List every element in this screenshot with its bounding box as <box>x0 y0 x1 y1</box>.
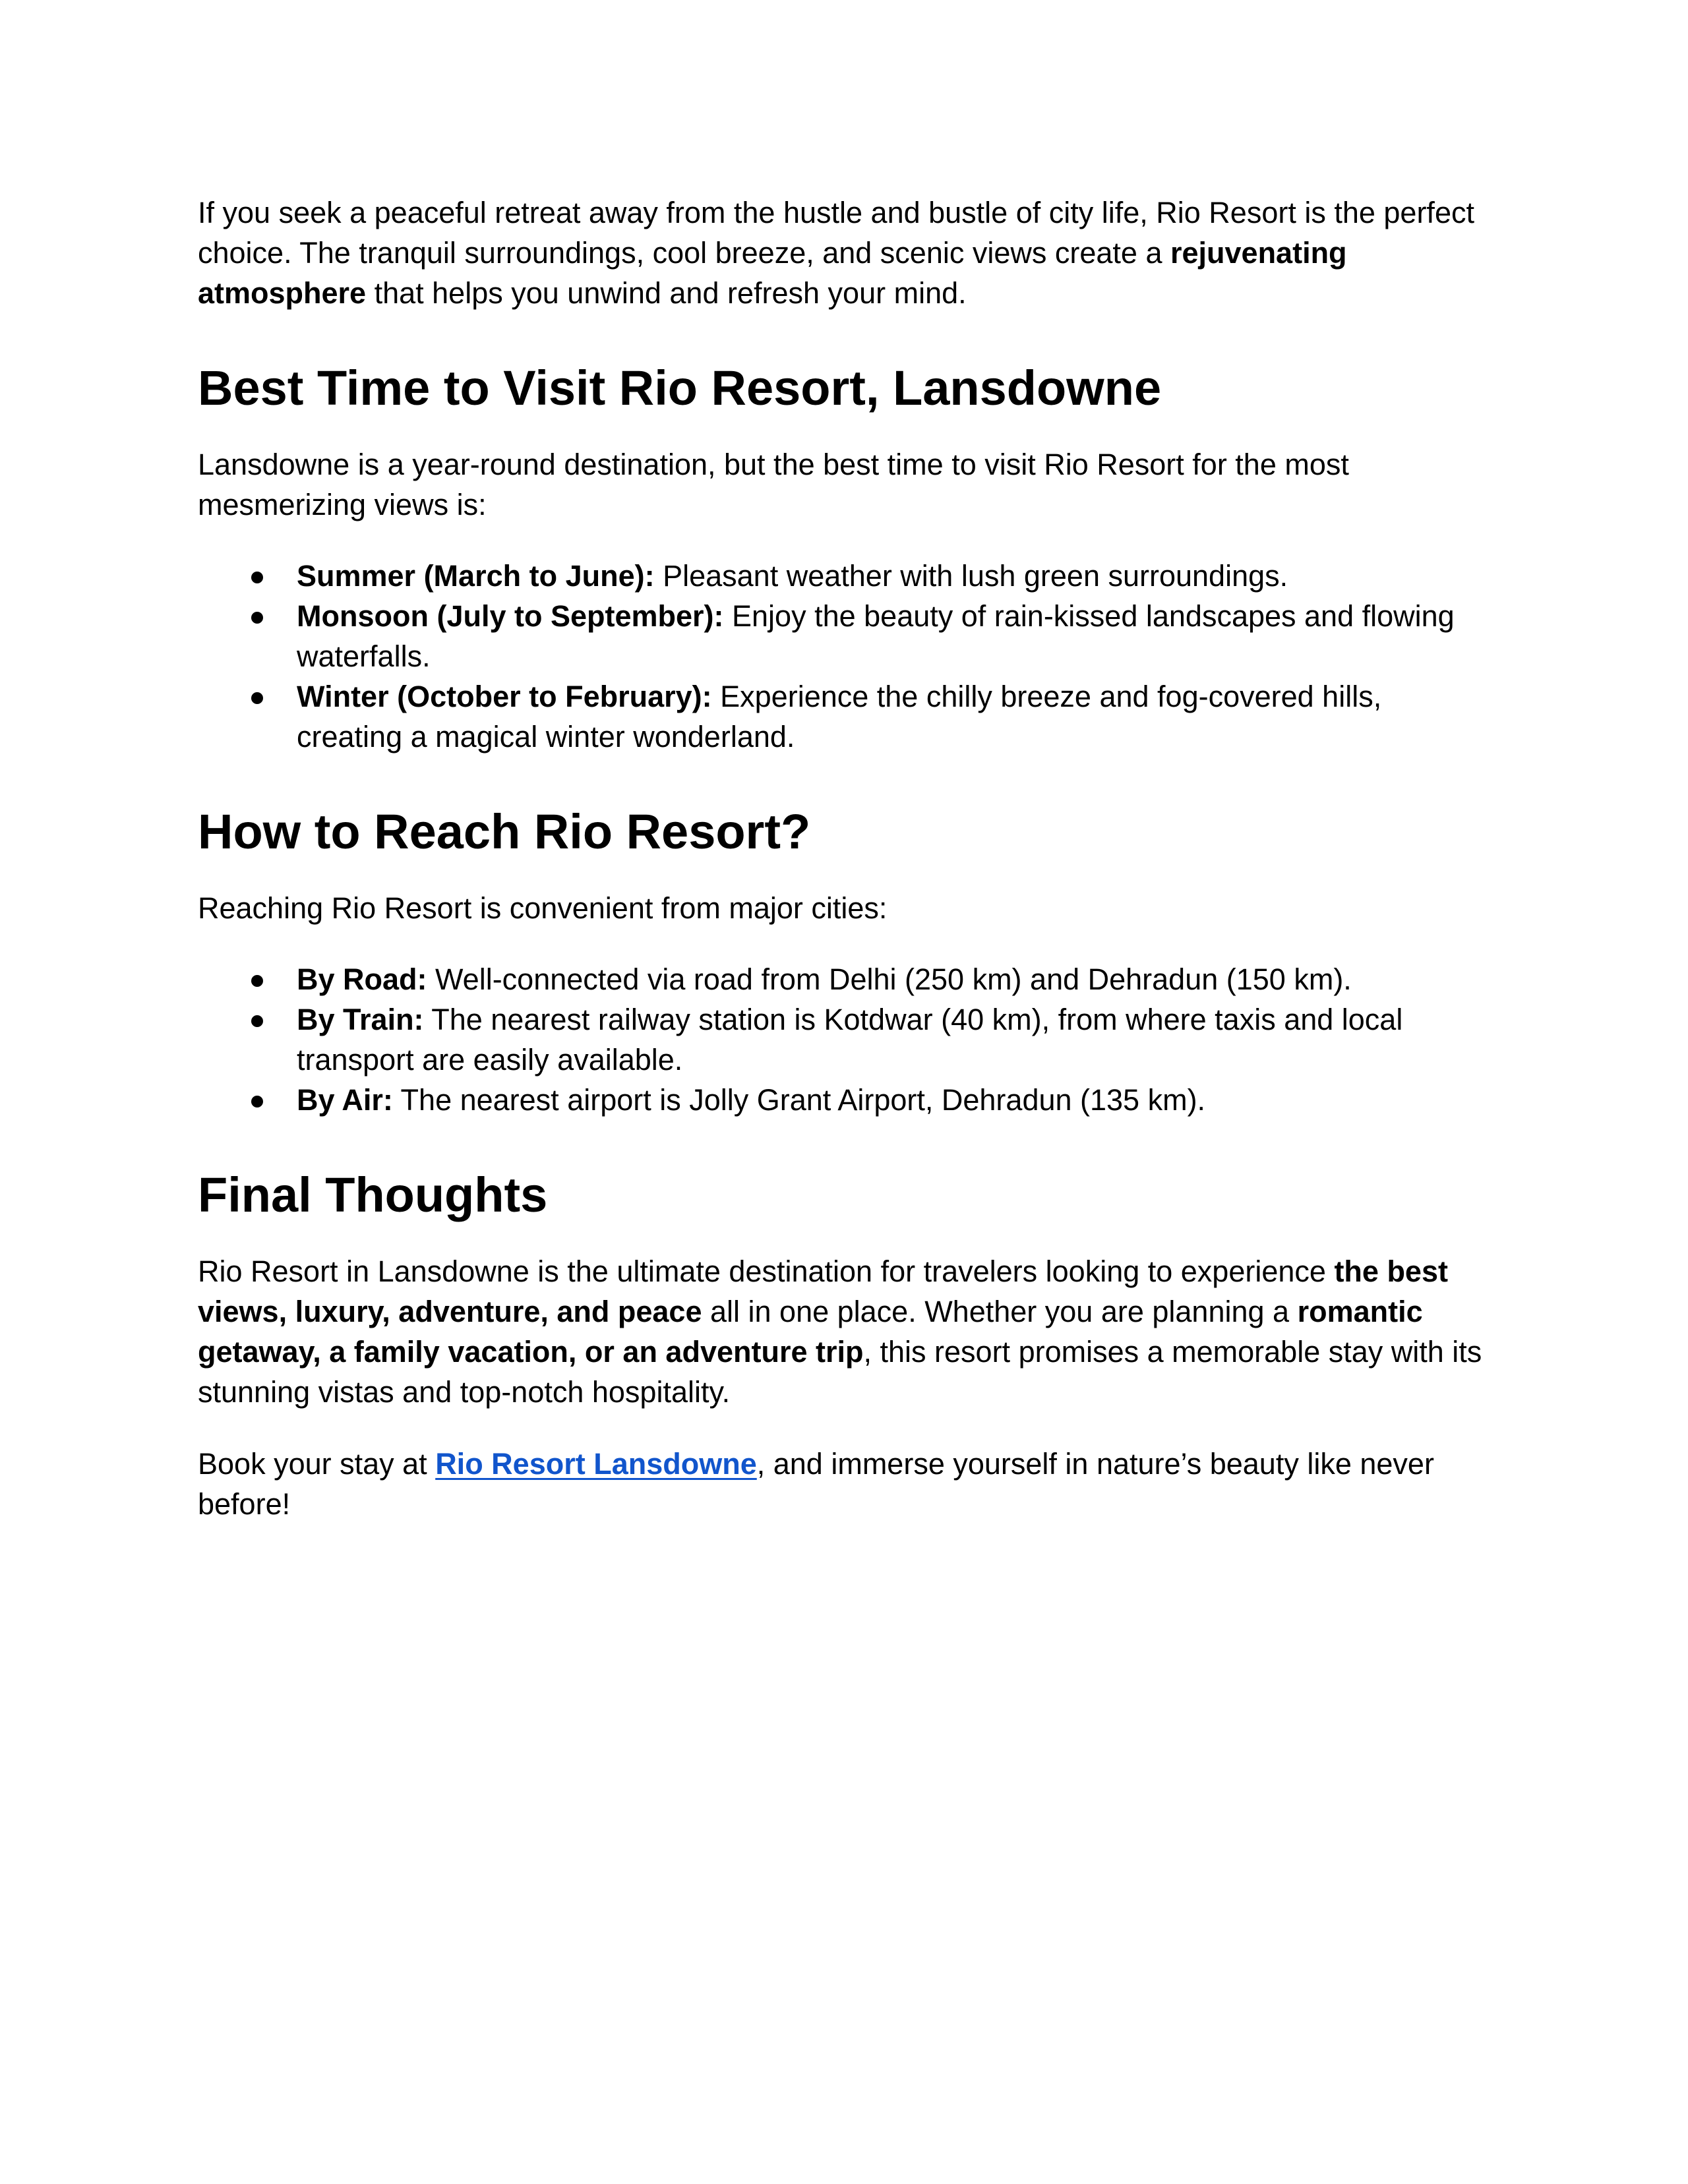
reach-paragraph: Reaching Rio Resort is convenient from major cities: <box>198 891 888 925</box>
intro-paragraph <box>198 192 1490 313</box>
intro-text-1: If you seek a peaceful retreat away from the hustle and bustle of city life, Rio Resort is the perfect choice. The tranquil surroundings, cool breeze, and scenic views create a <box>198 196 1474 270</box>
final-heading: Final Thoughts <box>198 1167 548 1222</box>
list-item <box>198 556 1490 596</box>
bullet-icon <box>251 612 263 624</box>
list-item-text: Enjoy the beauty of rain-kissed landscapes and flowing waterfalls. <box>297 599 1455 673</box>
reach-list <box>198 959 1490 1120</box>
intro-bold: rejuvenating atmosphere <box>198 236 1347 310</box>
document-page <box>198 192 1490 1524</box>
list-item <box>198 596 1490 676</box>
final-paragraph <box>198 1251 1490 1412</box>
bullet-icon <box>251 692 263 704</box>
final-text-3: , this resort promises a memorable stay with its stunning vistas and top-notch hospitality. <box>198 1335 1482 1409</box>
list-item <box>198 676 1490 757</box>
best-time-heading: Best Time to Visit Rio Resort, Lansdowne <box>198 361 1162 415</box>
list-item-label: By Air: <box>297 1083 393 1117</box>
best-time-list <box>198 556 1490 757</box>
list-item-label: Monsoon (July to September): <box>297 599 724 633</box>
list-item-text: Well-connected via road from Delhi (250 km) and Dehradun (150 km). <box>427 962 1352 996</box>
intro-text-2: that helps you unwind and refresh your mind. <box>366 276 967 310</box>
final-bold-1: the best views, luxury, adventure, and peace <box>198 1254 1448 1328</box>
list-item-text: The nearest railway station is Kotdwar (40 km), from where taxis and local transport are easily available. <box>297 1003 1403 1077</box>
final-bold-2: romantic getaway, a family vacation, or an adventure trip <box>198 1295 1423 1369</box>
list-item <box>198 959 1490 999</box>
bullet-icon <box>251 1096 263 1107</box>
list-item <box>198 1080 1490 1120</box>
booking-text-1: Book your stay at <box>198 1447 436 1481</box>
best-time-paragraph: Lansdowne is a year-round destination, but the best time to visit Rio Resort for the most mesmerizing views is: <box>198 448 1349 521</box>
list-item-text: Experience the chilly breeze and fog-covered hills, creating a magical winter wonderland. <box>297 680 1382 753</box>
reach-heading: How to Reach Rio Resort? <box>198 804 811 859</box>
list-item-text: The nearest airport is Jolly Grant Airport, Dehradun (135 km). <box>392 1083 1206 1117</box>
bullet-icon <box>251 572 263 583</box>
rio-resort-link[interactable]: Rio Resort Lansdowne <box>435 1447 757 1481</box>
booking-text-2: , and immerse yourself in nature’s beauty like never before! <box>198 1447 1434 1521</box>
bullet-icon <box>251 1015 263 1027</box>
list-item-label: Winter (October to February): <box>297 680 712 713</box>
list-item-label: By Train: <box>297 1003 424 1036</box>
final-text-2: all in one place. Whether you are planning a <box>702 1295 1298 1328</box>
bullet-icon <box>251 975 263 987</box>
list-item <box>198 999 1490 1080</box>
list-item-text: Pleasant weather with lush green surroundings. <box>654 559 1288 593</box>
final-text-1: Rio Resort in Lansdowne is the ultimate destination for travelers looking to experience <box>198 1254 1335 1288</box>
booking-paragraph <box>198 1444 1490 1524</box>
list-item-label: By Road: <box>297 962 427 996</box>
list-item-label: Summer (March to June): <box>297 559 655 593</box>
